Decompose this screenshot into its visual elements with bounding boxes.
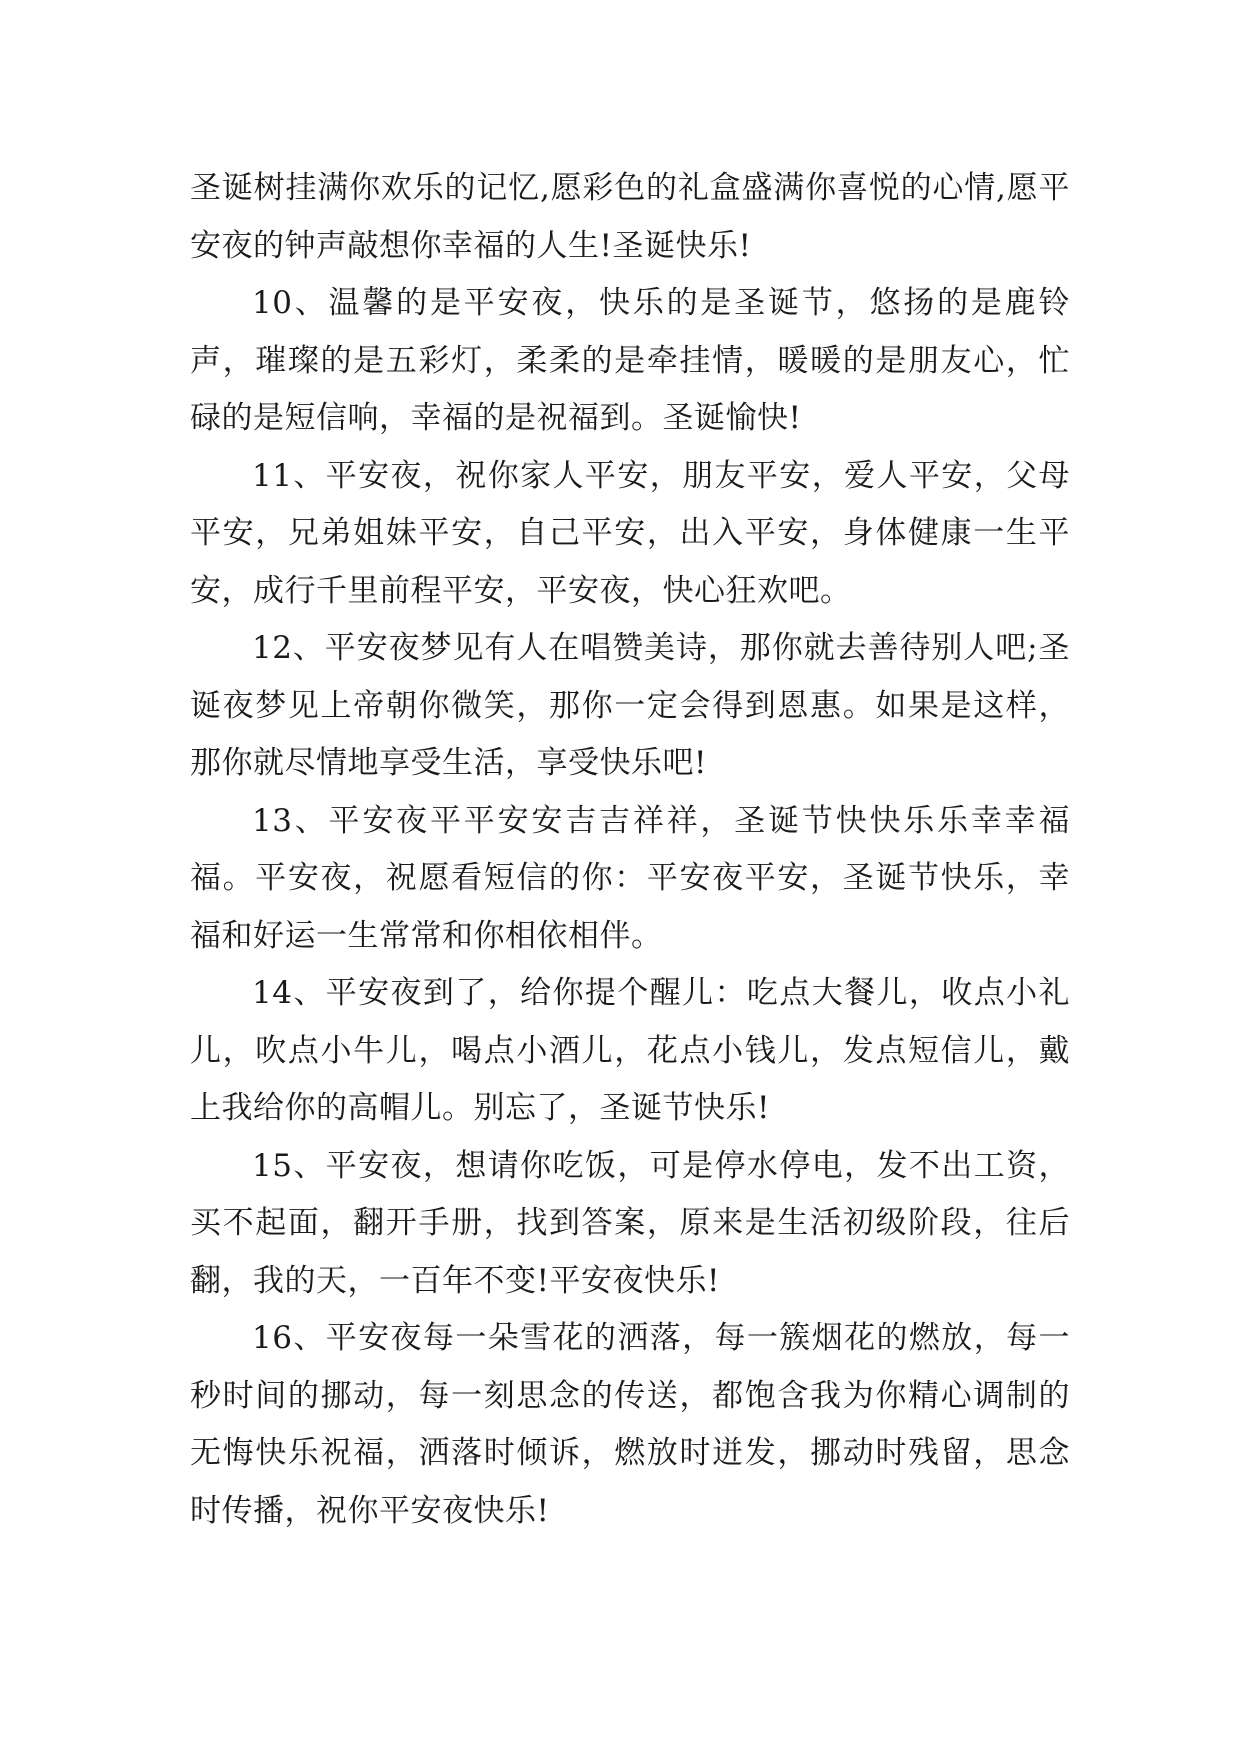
paragraph-item-11: 11、平安夜，祝你家人平安，朋友平安，爱人平安，父母平安，兄弟姐妹平安，自己平安，出入平安，身体健康一生平安，成行千里前程平安，平安夜，快心狂欢吧。: [190, 457, 1070, 609]
document-body: [190, 160, 1070, 1540]
paragraph-item-15: 15、平安夜，想请你吃饭，可是停水停电，发不出工资，买不起面，翻开手册，找到答案，原来是生活初级阶段，往后翻，我的天，一百年不变!平安夜快乐!: [190, 1147, 1070, 1299]
paragraph-item-10: 10、温馨的是平安夜，快乐的是圣诞节，悠扬的是鹿铃声，璀璨的是五彩灯，柔柔的是牵挂情，暖暖的是朋友心，忙碌的是短信响，幸福的是祝福到。圣诞愉快!: [190, 285, 1070, 436]
paragraph-item-14: 14、平安夜到了，给你提个醒儿：吃点大餐儿，收点小礼儿，吹点小牛儿，喝点小酒儿，花点小钱儿，发点短信儿，戴上我给你的高帽儿。别忘了，圣诞节快乐!: [190, 975, 1070, 1126]
paragraph-item-16: 16、平安夜每一朵雪花的洒落，每一簇烟花的燃放，每一秒时间的挪动，每一刻思念的传送，都饱含我为你精心调制的无悔快乐祝福，洒落时倾诉，燃放时迸发，挪动时残留，思念时传播，祝你平安夜快乐!: [190, 1320, 1070, 1529]
paragraph-continued: 圣诞树挂满你欢乐的记忆,愿彩色的礼盒盛满你喜悦的心情,愿平安夜的钟声敲想你幸福的人生!圣诞快乐!: [190, 170, 1070, 264]
paragraph-item-13: 13、平安夜平平安安吉吉祥祥，圣诞节快快乐乐幸幸福福。平安夜，祝愿看短信的你：平安夜平安，圣诞节快乐，幸福和好运一生常常和你相依相伴。: [190, 802, 1070, 954]
paragraph-item-12: 12、平安夜梦见有人在唱赞美诗，那你就去善待别人吧;圣诞夜梦见上帝朝你微笑，那你一定会得到恩惠。如果是这样，那你就尽情地享受生活，享受快乐吧!: [190, 630, 1070, 781]
